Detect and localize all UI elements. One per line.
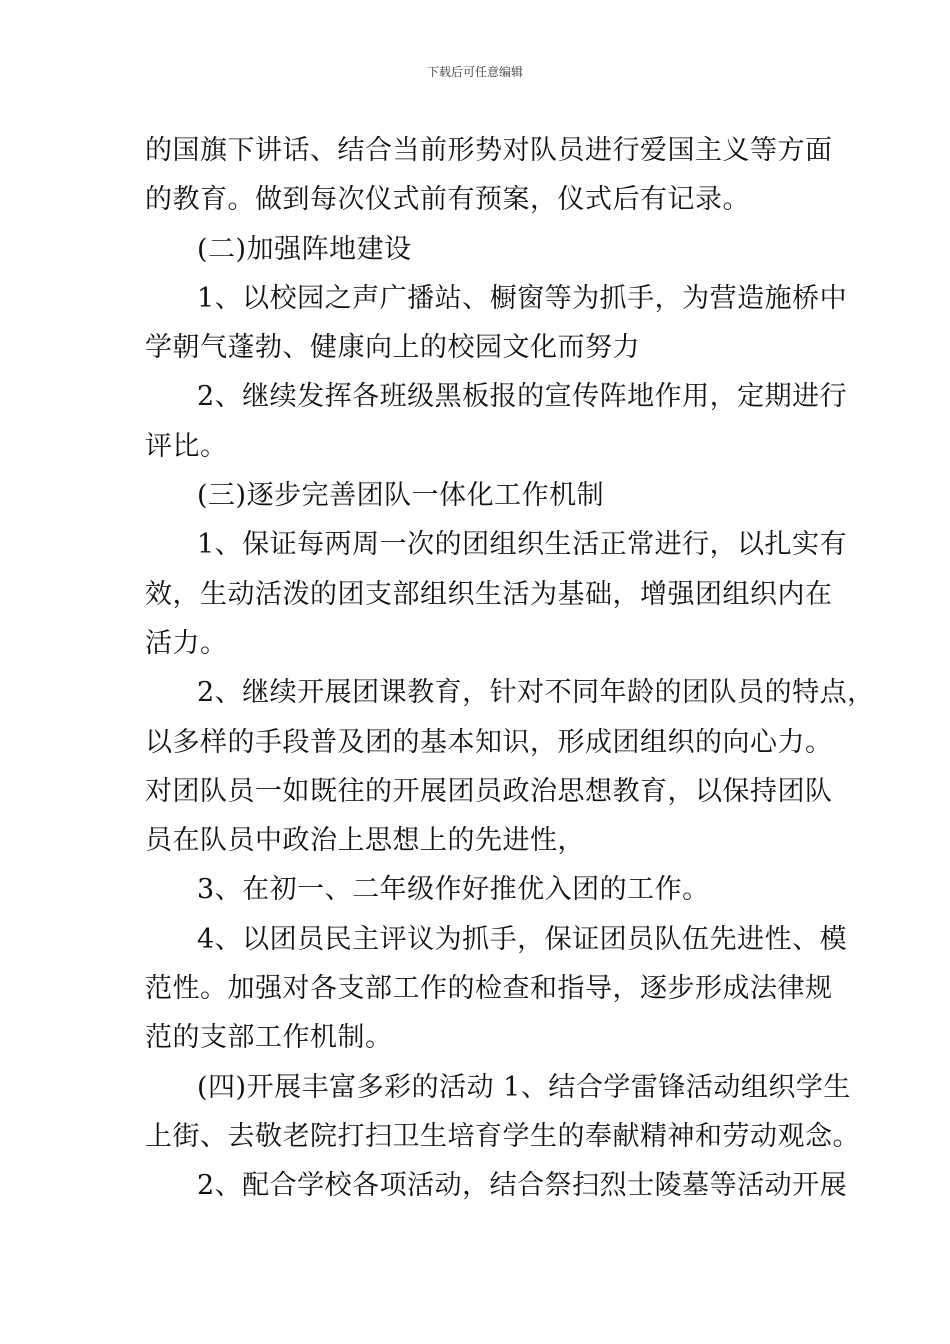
- text-line: 对团队员一如既往的开展团员政治思想教育，以保持团队: [145, 775, 833, 807]
- document-body: [145, 126, 875, 1211]
- text-line: 员在队员中政治上思想上的先进性，: [145, 825, 585, 857]
- page-header: 下载后可任意编辑: [426, 65, 523, 79]
- text-line: 1、保证每两周一次的团组织生活正常进行，以扎实有: [197, 529, 848, 561]
- text-line: 以多样的手段普及团的基本知识，形成团组织的向心力。: [145, 726, 833, 758]
- section-heading: (二)加强阵地建设: [197, 233, 412, 265]
- text-line: 的国旗下讲话、结合当前形势对队员进行爱国主义等方面: [145, 135, 833, 166]
- text-line: 范的支部工作机制。: [145, 1022, 393, 1054]
- text-line: 学朝气蓬勃、健康向上的校园文化而努力: [145, 332, 640, 364]
- text-line: 2、继续发挥各班级黑板报的宣传阵地作用，定期进行: [197, 381, 848, 413]
- text-line: 4、以团员民主评议为抓手，保证团员队伍先进性、模: [197, 923, 848, 955]
- text-line: 范性。加强对各支部工作的检查和指导，逐步形成法律规: [145, 973, 833, 1005]
- text-line: 活力。: [145, 627, 228, 659]
- text-line: 3、在初一、二年级作好推优入团的工作。: [197, 874, 710, 906]
- text-line: 评比。: [145, 430, 228, 462]
- text-line: 的教育。做到每次仪式前有预案，仪式后有记录。: [145, 184, 750, 216]
- text-line: 2、配合学校各项活动，结合祭扫烈士陵墓等活动开展: [197, 1170, 848, 1202]
- text-line: 2、继续开展团课教育，针对不同年龄的团队员的特点，: [197, 677, 875, 709]
- text-line: 1、以校园之声广播站、橱窗等为抓手，为营造施桥中: [197, 282, 848, 314]
- text-line: 上街、去敬老院打扫卫生培育学生的奉献精神和劳动观念。: [145, 1120, 860, 1152]
- section-heading: (四)开展丰富多彩的活动 1、结合学雷锋活动组织学生: [197, 1071, 851, 1103]
- text-line: 效，生动活泼的团支部组织生活为基础，增强团组织内在: [145, 578, 833, 610]
- section-heading: (三)逐步完善团队一体化工作机制: [197, 480, 605, 512]
